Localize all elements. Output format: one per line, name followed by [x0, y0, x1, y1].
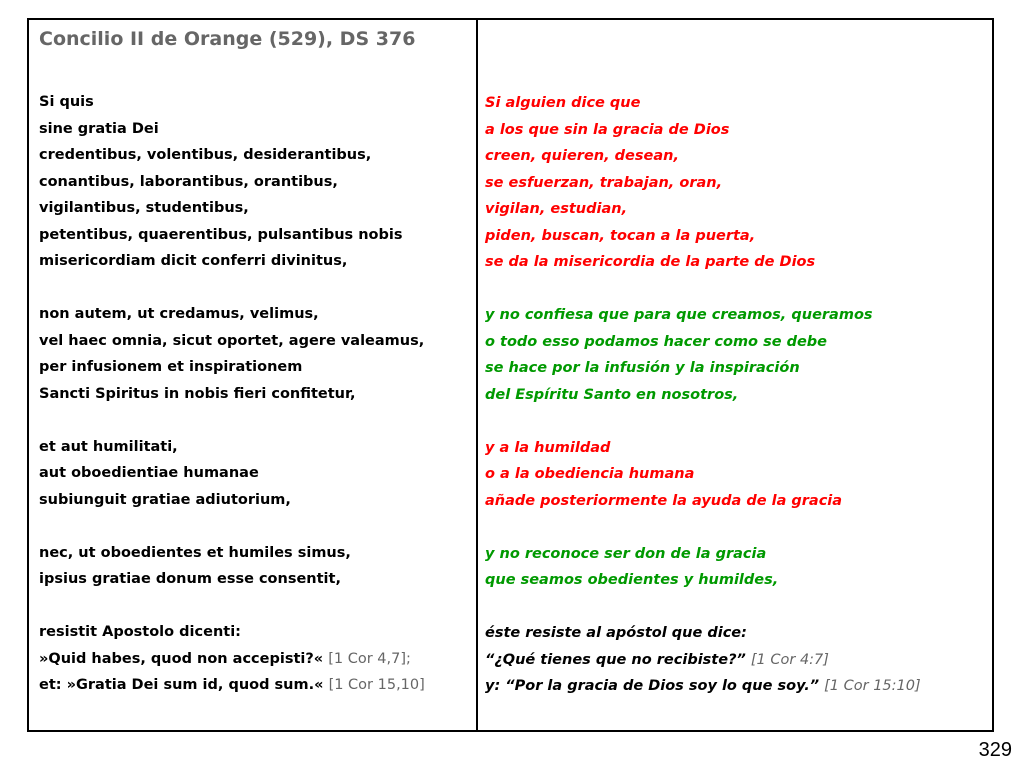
- latin-quote-text: »Quid habes, quod non accepisti?«: [39, 650, 324, 667]
- latin-line: credentibus, volentibus, desiderantibus,: [39, 147, 372, 163]
- latin-column: [39, 89, 425, 699]
- spanish-line: a los que sin la gracia de Dios: [485, 121, 730, 138]
- spanish-line: y no confiesa que para que creamos, queramos: [485, 307, 873, 323]
- stanza-gap: [39, 275, 425, 302]
- latin-quote-line: [39, 646, 425, 673]
- spanish-line: o todo esso podamos hacer como se debe: [485, 333, 828, 350]
- latin-line: ipsius gratiae donum esse consentit,: [39, 571, 341, 587]
- scripture-reference: [1 Cor 15,10]: [328, 677, 425, 693]
- latin-line: resistit Apostolo dicenti:: [39, 624, 241, 640]
- latin-line: sine gratia Dei: [39, 120, 159, 137]
- stanza-gap: [485, 408, 921, 435]
- stanza-gap: [485, 276, 921, 303]
- spanish-line: y no reconoce ser don de la gracia: [485, 545, 767, 562]
- spanish-quote-line: [485, 673, 921, 700]
- stanza-gap: [39, 407, 425, 434]
- latin-line: vel haec omnia, sicut oportet, agere valeamus,: [39, 332, 425, 349]
- spanish-line: Si alguien dice que: [485, 95, 641, 111]
- spanish-line: éste resiste al apóstol que dice:: [485, 625, 747, 641]
- spanish-line: piden, buscan, tocan a la puerta,: [485, 227, 756, 244]
- latin-line: Sancti Spiritus in nobis fieri confitetur,: [39, 385, 356, 402]
- spanish-line: se da la misericordia de la parte de Dios: [485, 254, 816, 270]
- spanish-quote-text: y: “Por la gracia de Dios soy lo que soy.”: [485, 678, 820, 694]
- spanish-quote-line: [485, 647, 921, 674]
- latin-line: petentibus, quaerentibus, pulsantibus nobis: [39, 226, 403, 243]
- latin-line: per infusionem et inspirationem: [39, 359, 303, 375]
- spanish-line: o a la obediencia humana: [485, 466, 695, 482]
- spanish-line: se esfuerzan, trabajan, oran,: [485, 174, 723, 191]
- stanza-gap: [485, 514, 921, 541]
- scripture-reference: [1 Cor 15:10]: [824, 678, 921, 694]
- latin-line: aut oboedientiae humanae: [39, 465, 259, 481]
- latin-line: nec, ut oboedientes et humiles simus,: [39, 544, 351, 561]
- spanish-line: creen, quieren, desean,: [485, 148, 679, 164]
- scripture-reference: [1 Cor 4:7]: [750, 651, 829, 668]
- spanish-line: y a la humildad: [485, 439, 611, 456]
- latin-line: non autem, ut credamus, velimus,: [39, 306, 319, 322]
- latin-line: misericordiam dicit conferri divinitus,: [39, 253, 348, 269]
- stanza-gap: [39, 593, 425, 620]
- latin-quote-text: et: »Gratia Dei sum id, quod sum.«: [39, 677, 324, 693]
- column-divider: [476, 18, 478, 732]
- page-title: Concilio II de Orange (529), DS 376: [39, 28, 416, 50]
- latin-line: vigilantibus, studentibus,: [39, 200, 249, 216]
- spanish-line: que seamos obedientes y humildes,: [485, 572, 779, 588]
- spanish-line: añade posteriormente la ayuda de la gracia: [485, 492, 843, 509]
- latin-line: subiunguit gratiae adiutorium,: [39, 491, 291, 508]
- spanish-line: del Espíritu Santo en nosotros,: [485, 386, 739, 403]
- spanish-line: se hace por la infusión y la inspiración: [485, 360, 800, 376]
- stanza-gap: [39, 513, 425, 540]
- spanish-line: vigilan, estudian,: [485, 201, 628, 217]
- scripture-reference: [1 Cor 4,7];: [328, 650, 411, 667]
- page-number: 329: [978, 739, 1012, 761]
- spanish-quote-text: “¿Qué tienes que no recibiste?”: [485, 651, 746, 668]
- latin-line: et aut humilitati,: [39, 438, 178, 455]
- latin-line: conantibus, laborantibus, orantibus,: [39, 173, 338, 190]
- spanish-column: [485, 90, 921, 700]
- stanza-gap: [485, 594, 921, 621]
- latin-quote-line: [39, 672, 425, 699]
- latin-line: Si quis: [39, 94, 94, 110]
